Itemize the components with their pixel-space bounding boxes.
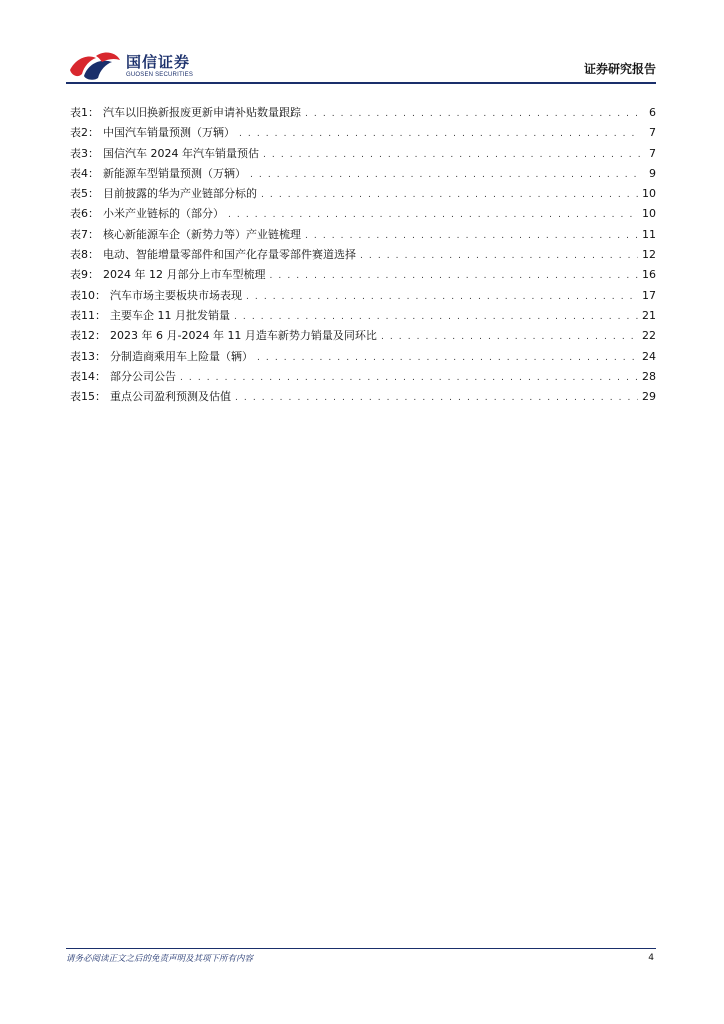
toc-entry-label: 表11： — [70, 308, 106, 322]
toc-entry-title[interactable]: 国信汽车 2024 年汽车销量预估 — [103, 146, 259, 160]
toc-entry-page[interactable]: 22 — [642, 329, 656, 343]
toc-entry-title[interactable]: 主要车企 11 月批发销量 — [110, 308, 230, 322]
toc-entry-page[interactable]: 17 — [642, 288, 656, 302]
toc-entry-title[interactable]: 分制造商乘用车上险量（辆） — [110, 349, 253, 363]
guosen-logo-mark-icon — [66, 48, 124, 84]
footer-divider — [66, 948, 656, 949]
toc-entry-title[interactable]: 小米产业链标的（部分） — [103, 207, 224, 221]
report-type: 证券研究报告 — [583, 62, 656, 76]
toc-entry[interactable] — [70, 184, 656, 204]
toc-dot-leader — [250, 165, 640, 185]
toc-entry-title[interactable]: 汽车以旧换新报废更新申请补贴数量跟踪 — [103, 106, 301, 119]
toc-entry-label: 表8： — [70, 248, 99, 262]
toc-entry-label: 表9： — [70, 268, 99, 282]
toc-entry[interactable] — [70, 347, 656, 367]
toc-entry-title[interactable]: 2024 年 12 月部分上市车型梳理 — [103, 268, 266, 282]
toc-dot-leader — [180, 368, 638, 388]
toc-entry-label: 表2： — [70, 126, 99, 140]
toc-entry-title[interactable]: 中国汽车销量预测（万辆） — [103, 126, 235, 140]
toc-dot-leader — [269, 266, 638, 286]
toc-entry[interactable] — [70, 103, 656, 123]
toc-entry-title[interactable]: 汽车市场主要板块市场表现 — [110, 288, 242, 302]
toc-entry-label: 表13： — [70, 349, 106, 363]
toc-dot-leader — [234, 307, 638, 327]
table-of-tables — [70, 103, 656, 407]
toc-entry-label: 表4： — [70, 166, 99, 180]
toc-entry-title[interactable]: 核心新能源车企（新势力等）产业链梳理 — [103, 227, 301, 241]
toc-entry[interactable] — [70, 204, 656, 224]
toc-entry-title[interactable]: 电动、智能增量零部件和国产化存量零部件赛道选择 — [103, 248, 356, 262]
toc-dot-leader — [263, 145, 640, 165]
toc-entry-page[interactable]: 16 — [642, 268, 656, 282]
toc-entry-title[interactable]: 重点公司盈利预测及估值 — [110, 390, 231, 404]
toc-entry-page[interactable]: 12 — [642, 248, 656, 262]
toc-dot-leader — [360, 246, 638, 266]
toc-dot-leader — [235, 388, 638, 408]
page-number: 4 — [648, 953, 654, 963]
toc-entry[interactable] — [70, 123, 656, 143]
disclaimer-note: 请务必阅读正文之后的免责声明及其项下所有内容 — [66, 954, 254, 964]
toc-entry[interactable] — [70, 367, 656, 387]
toc-entry-label: 表15： — [70, 390, 106, 404]
toc-entry[interactable] — [70, 225, 656, 245]
toc-entry-title[interactable]: 部分公司公告 — [110, 369, 176, 383]
toc-entry[interactable] — [70, 306, 656, 326]
toc-entry-label: 表6： — [70, 207, 99, 221]
toc-entry-page[interactable]: 7 — [649, 146, 656, 160]
toc-entry[interactable] — [70, 326, 656, 346]
toc-entry[interactable] — [70, 265, 656, 285]
toc-entry-page[interactable]: 29 — [642, 390, 656, 404]
toc-entry-title[interactable]: 新能源车型销量预测（万辆） — [103, 166, 246, 180]
toc-entry[interactable] — [70, 286, 656, 306]
toc-entry-page[interactable]: 21 — [642, 308, 656, 322]
toc-entry-page[interactable]: 28 — [642, 369, 656, 383]
guosen-logo — [66, 48, 266, 84]
toc-entry-label: 表1： — [70, 106, 99, 119]
toc-entry-title[interactable]: 目前披露的华为产业链部分标的 — [103, 187, 257, 201]
toc-entry-label: 表7： — [70, 227, 99, 241]
logo-english-name: GUOSEN SECURITIES — [126, 72, 194, 78]
toc-dot-leader — [261, 185, 638, 205]
toc-entry[interactable] — [70, 144, 656, 164]
toc-dot-leader — [228, 205, 638, 225]
toc-entry-label: 表5： — [70, 187, 99, 201]
toc-dot-leader — [305, 104, 640, 124]
toc-entry-page[interactable]: 11 — [642, 227, 656, 241]
toc-entry-page[interactable]: 24 — [642, 349, 656, 363]
toc-entry-page[interactable]: 7 — [649, 126, 656, 140]
page-header — [66, 46, 656, 86]
toc-dot-leader — [257, 348, 638, 368]
toc-dot-leader — [246, 287, 638, 307]
toc-entry-label: 表12： — [70, 329, 106, 343]
toc-entry-page[interactable]: 6 — [649, 106, 656, 119]
toc-entry-page[interactable]: 9 — [649, 166, 656, 180]
toc-dot-leader — [305, 226, 638, 246]
toc-entry-label: 表10： — [70, 288, 106, 302]
toc-entry[interactable] — [70, 245, 656, 265]
toc-dot-leader — [239, 124, 640, 144]
toc-dot-leader — [381, 327, 638, 347]
toc-entry-page[interactable]: 10 — [642, 207, 656, 221]
toc-entry-label: 表3： — [70, 146, 99, 160]
toc-entry[interactable] — [70, 164, 656, 184]
toc-entry[interactable] — [70, 387, 656, 407]
logo-name: 国信证券 — [126, 53, 191, 71]
toc-entry-label: 表14： — [70, 369, 106, 383]
toc-entry-page[interactable]: 10 — [642, 187, 656, 201]
header-divider — [66, 82, 656, 84]
toc-entry-title[interactable]: 2023 年 6 月-2024 年 11 月造车新势力销量及同环比 — [110, 329, 377, 343]
